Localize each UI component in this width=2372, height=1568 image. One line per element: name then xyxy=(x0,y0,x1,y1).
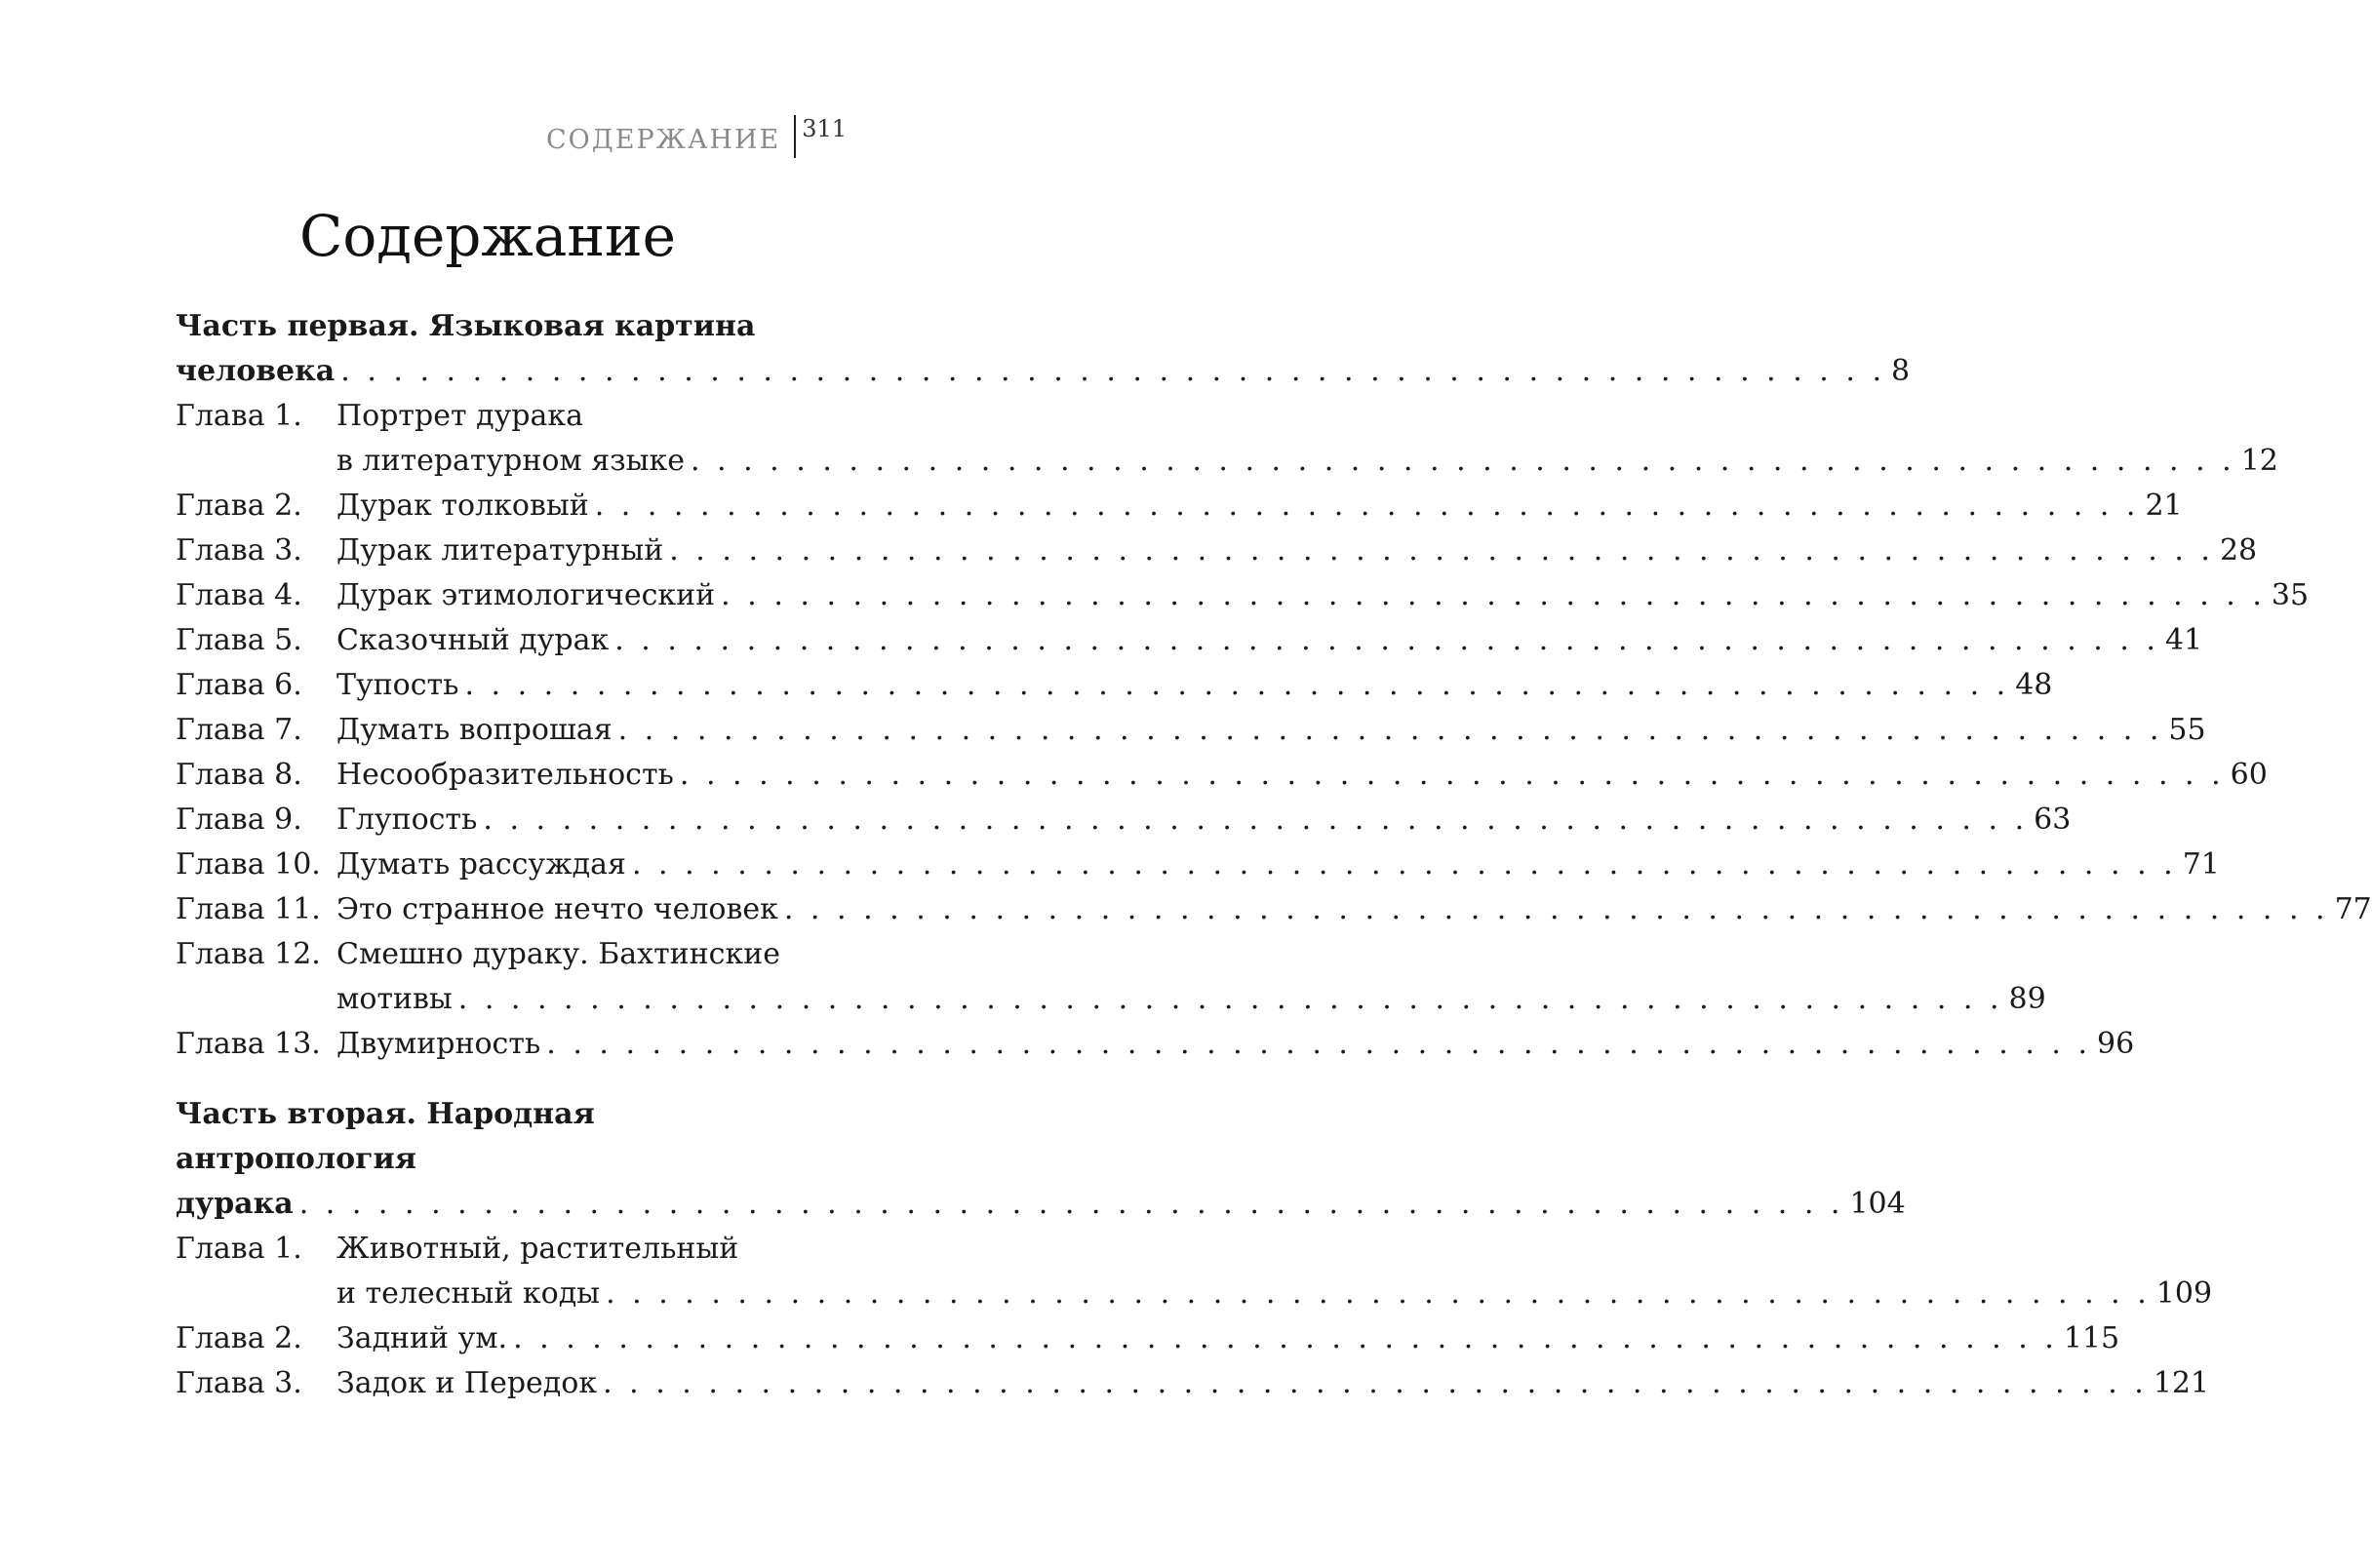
part-title-line1: Часть вторая. Народная антропология xyxy=(176,1097,595,1176)
running-head xyxy=(546,115,847,158)
dot-leader xyxy=(483,798,2028,843)
dot-leader xyxy=(603,1361,2148,1406)
chapter-label: Глава 12. xyxy=(176,937,321,971)
chapter-title: Думать рассуждая xyxy=(336,847,626,882)
part-title-word: человека xyxy=(176,354,336,388)
chapter-title-line1: Животный, растительный xyxy=(336,1232,739,1266)
chapter-title: Сказочный дурак xyxy=(336,623,610,657)
chapter-title: Двумирность xyxy=(336,1027,541,1061)
dot-leader xyxy=(680,753,2225,798)
toc-entry xyxy=(176,753,2268,798)
chapter-title-line2: и телесный коды xyxy=(336,1276,601,1311)
chapter-title: Дурак этимологический xyxy=(336,578,716,612)
page-number: 311 xyxy=(802,115,848,142)
chapter-label: Глава 10. xyxy=(176,847,321,882)
dot-leader xyxy=(546,1022,2091,1067)
chapter-label: Глава 2. xyxy=(176,489,302,523)
dot-leader xyxy=(340,349,1885,394)
chapter-title: Задний ум. xyxy=(336,1321,508,1355)
chapter-label: Глава 3. xyxy=(176,1366,302,1400)
chapter-title-line1: Смешно дураку. Бахтинские xyxy=(336,937,780,971)
chapter-page-number: 12 xyxy=(2240,444,2278,478)
toc-entry xyxy=(176,843,2220,887)
chapter-title: Несообразительность xyxy=(336,758,674,792)
chapter-title: Это странное нечто человек xyxy=(336,892,778,926)
chapter-title: Тупость xyxy=(336,668,459,702)
toc-part-1 xyxy=(176,304,2372,1067)
toc-entry xyxy=(176,1022,2135,1067)
toc-entry xyxy=(176,573,2310,618)
dot-leader xyxy=(458,977,2003,1022)
part-page-number: 104 xyxy=(1849,1187,1906,1221)
chapter-title-line2: мотивы xyxy=(336,982,453,1016)
chapter-title-line2: в литературном языке xyxy=(336,444,685,478)
chapter-label: Глава 11. xyxy=(176,892,321,926)
chapter-label: Глава 13. xyxy=(176,1027,321,1061)
chapter-label: Глава 7. xyxy=(176,713,302,747)
chapter-page-number: 28 xyxy=(2219,533,2258,568)
toc-entry xyxy=(176,394,2278,484)
dot-leader xyxy=(632,843,2177,887)
chapter-page-number: 121 xyxy=(2153,1366,2210,1400)
toc-entry xyxy=(176,932,2046,1022)
chapter-title: Дурак литературный xyxy=(336,533,664,568)
chapter-label: Глава 1. xyxy=(176,1232,302,1266)
toc-entry xyxy=(176,484,2183,529)
toc-entry xyxy=(176,1361,2210,1406)
toc-entry xyxy=(176,798,2072,843)
chapter-title: Думать вопрошая xyxy=(336,713,613,747)
chapter-page-number: 55 xyxy=(2168,713,2206,747)
toc-entry xyxy=(176,887,2372,932)
chapter-label: Глава 6. xyxy=(176,668,302,702)
toc-entry xyxy=(176,618,2203,663)
chapter-title: Дурак толковый xyxy=(336,489,589,523)
dot-leader xyxy=(614,618,2159,663)
chapter-label: Глава 9. xyxy=(176,803,302,837)
dot-leader xyxy=(595,484,2140,529)
part-page-number: 8 xyxy=(1890,354,1911,388)
chapter-title-line1: Портрет дурака xyxy=(336,399,583,433)
chapter-label: Глава 8. xyxy=(176,758,302,792)
dot-leader xyxy=(513,1316,2058,1361)
page-title: Содержание xyxy=(298,203,677,269)
dot-leader xyxy=(784,887,2329,932)
chapter-page-number: 63 xyxy=(2034,803,2072,837)
chapter-page-number: 77 xyxy=(2334,892,2372,926)
part-title-word: дурака xyxy=(176,1187,294,1221)
chapter-label: Глава 5. xyxy=(176,623,302,657)
toc-entry xyxy=(176,663,2053,708)
dot-leader xyxy=(464,663,2009,708)
dot-leader xyxy=(721,573,2266,618)
running-head-title: СОДЕРЖАНИЕ xyxy=(546,125,781,155)
chapter-title: Задок и Передок xyxy=(336,1366,598,1400)
dot-leader xyxy=(618,708,2163,753)
dot-leader xyxy=(299,1182,1844,1227)
part-title-line2 xyxy=(176,1182,1906,1227)
chapter-page-number: 35 xyxy=(2271,578,2310,612)
toc-entry xyxy=(176,1227,2213,1316)
part-title-line1: Часть первая. Языковая картина xyxy=(176,309,756,343)
chapter-page-number: 21 xyxy=(2145,489,2183,523)
chapter-page-number: 109 xyxy=(2155,1276,2213,1311)
chapter-label: Глава 2. xyxy=(176,1321,302,1355)
chapter-label: Глава 4. xyxy=(176,578,302,612)
chapter-page-number: 48 xyxy=(2015,668,2053,702)
dot-leader xyxy=(606,1272,2151,1316)
toc-part-2 xyxy=(176,1092,2213,1406)
part-title-line2 xyxy=(176,349,1911,394)
chapter-page-number: 71 xyxy=(2182,847,2220,882)
chapter-page-number: 115 xyxy=(2063,1321,2120,1355)
chapter-title: Глупость xyxy=(336,803,478,837)
dot-leader xyxy=(691,439,2235,484)
toc-entry xyxy=(176,708,2206,753)
toc-entry xyxy=(176,1316,2120,1361)
dot-leader xyxy=(669,529,2214,573)
chapter-page-number: 89 xyxy=(2008,982,2046,1016)
chapter-label: Глава 3. xyxy=(176,533,302,568)
chapter-label: Глава 1. xyxy=(176,399,302,433)
chapter-page-number: 96 xyxy=(2097,1027,2135,1061)
chapter-page-number: 41 xyxy=(2164,623,2203,657)
toc-entry xyxy=(176,529,2258,573)
chapter-page-number: 60 xyxy=(2230,758,2268,792)
